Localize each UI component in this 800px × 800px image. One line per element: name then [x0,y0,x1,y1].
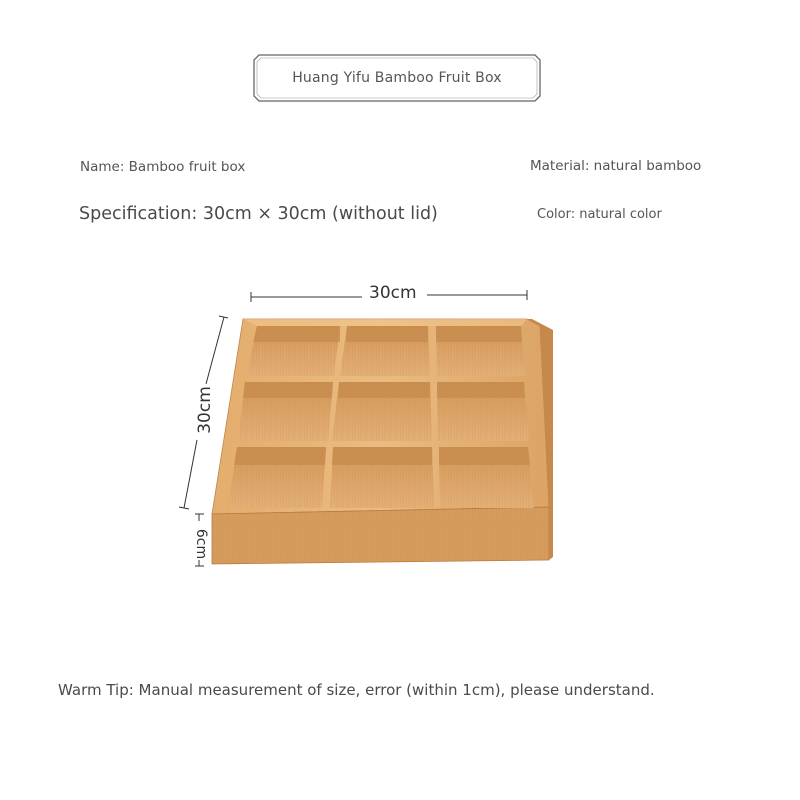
fruit-box-tray [212,319,553,564]
compartment-grid [228,326,534,508]
spec-color: Color: natural color [537,207,662,222]
depth-label: 6cm [193,528,210,560]
spec-material: Material: natural bamboo [530,158,702,174]
spec-specification: Specification: 30cm × 30cm (without lid) [79,204,438,224]
warm-tip: Warm Tip: Manual measurement of size, error (within 1cm), please understand. [58,681,655,699]
page-title: Huang Yifu Bamboo Fruit Box [292,70,502,86]
width-label: 30cm [369,283,417,303]
length-label: 30cm [194,386,215,434]
spec-name: Name: Bamboo fruit box [80,159,246,175]
